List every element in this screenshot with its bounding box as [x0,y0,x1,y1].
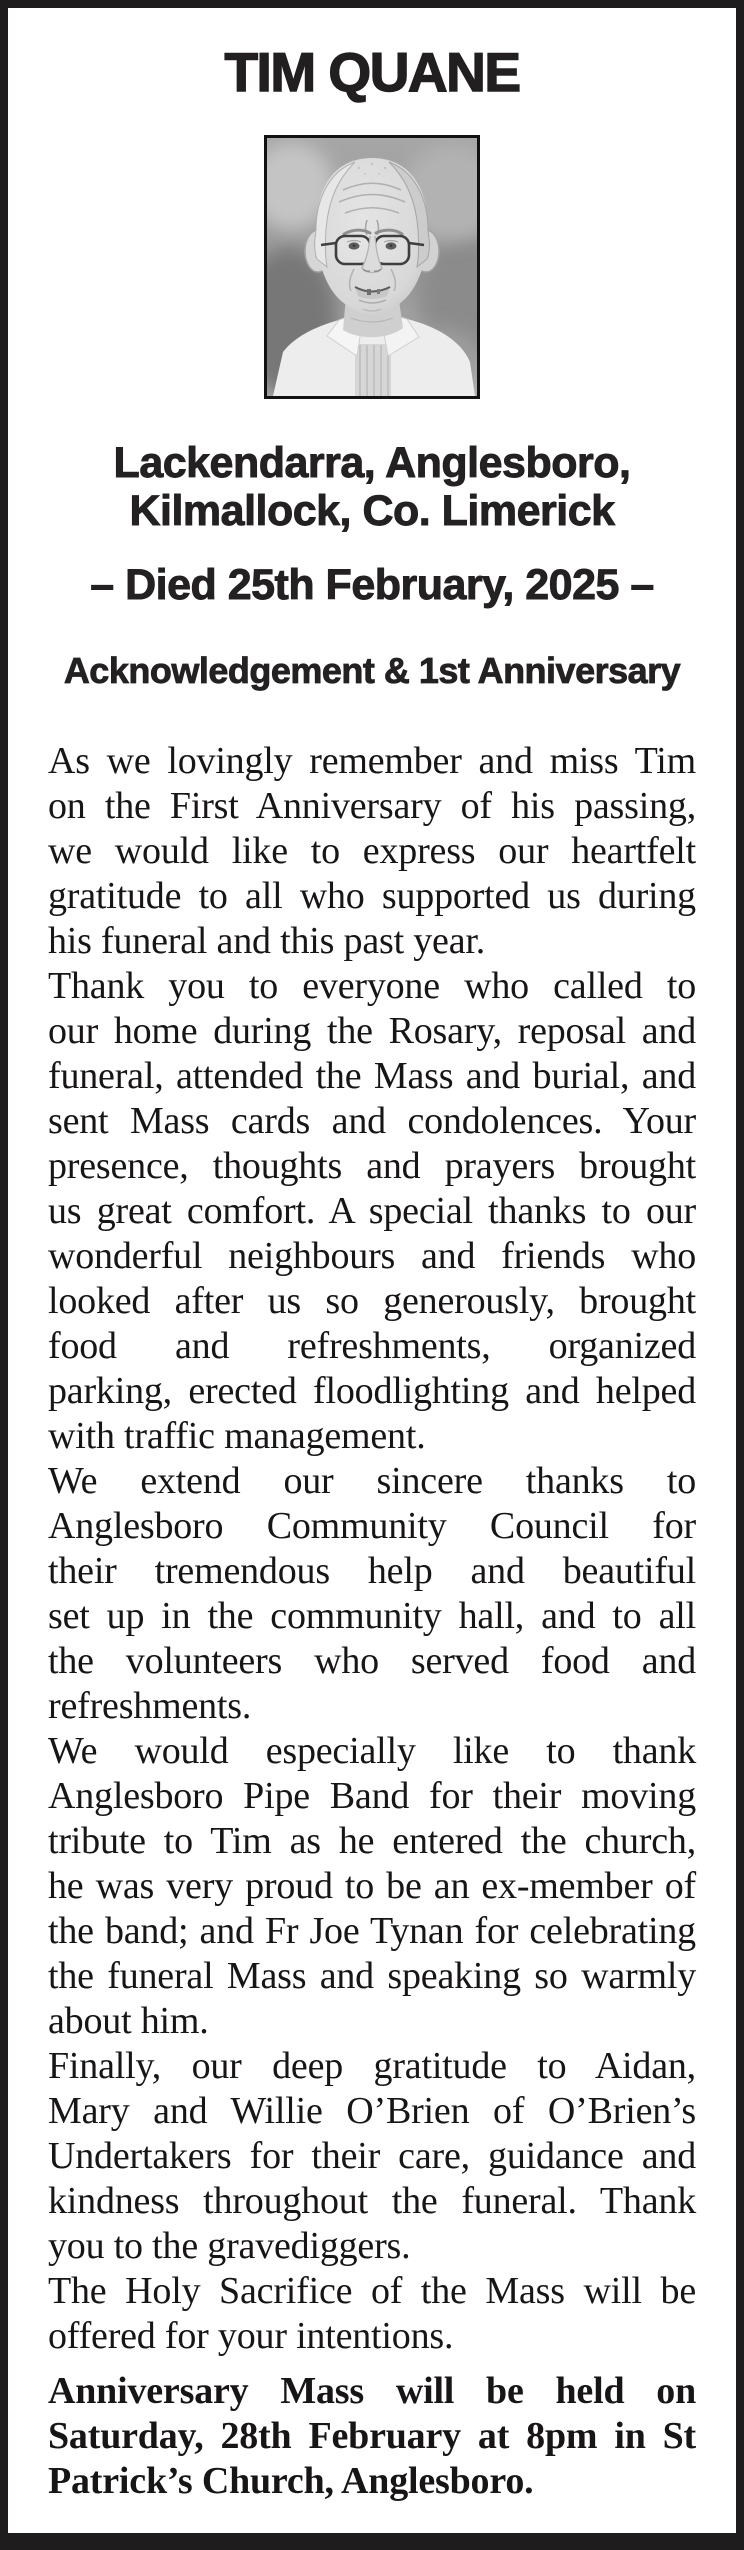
body-line: parking, erected floodlighting and helped [48,1370,696,1412]
portrait-illustration [267,138,477,396]
body-line: we would like to express our heartfelt [48,830,696,872]
body-line: the band; and Fr Joe Tynan for celebrating [48,1910,696,1952]
body-line: on the First Anniversary of his passing, [48,785,696,827]
body-line: Anniversary Mass will be held on [48,2370,696,2412]
body-line: looked after us so generously, brought [48,1280,696,1322]
body-line: about him. [48,2000,209,2042]
section-heading: Acknowledgement & 1st Anniversary [63,650,681,691]
address-line-1: Lackendarra, Anglesboro, [113,439,631,487]
body-line: Anglesboro Pipe Band for their moving [48,1775,696,1817]
address-heading [18,439,726,535]
body-line: Saturday, 28th February at 8pm in St [48,2415,696,2457]
body-line: offered for your intentions. [48,2315,454,2357]
body-line: set up in the community hall, and to all [48,1595,696,1637]
body-line: sent Mass cards and condolences. Your [48,1100,696,1142]
body-line: presence, thoughts and prayers brought [48,1145,696,1187]
body-line: tribute to Tim as he entered the church, [48,1820,696,1862]
body-line: We would especially like to thank [48,1730,696,1772]
body-line: he was very proud to be an ex-member of [48,1865,696,1907]
body-line: with traffic management. [48,1415,426,1457]
body-line: food and refreshments, organized [48,1325,696,1367]
address-line-2: Kilmallock, Co. Limerick [129,487,615,535]
body-line: As we lovingly remember and miss Tim [48,740,696,782]
body-line: the volunteers who served food and [48,1640,696,1682]
body-line: his funeral and this past year. [48,920,486,962]
body-line: funeral, attended the Mass and burial, and [48,1055,696,1097]
body-line: Mary and Willie O’Brien of O’Brien’s [48,2090,696,2132]
deceased-name-title: TIM QUANE [224,41,520,103]
body-line: kindness throughout the funeral. Thank [48,2180,696,2222]
body-line: Finally, our deep gratitude to Aidan, [48,2045,696,2087]
body-line: Anglesboro Community Council for [48,1505,696,1547]
body-line: Thank you to everyone who called to [48,965,696,1007]
body-line: you to the gravediggers. [48,2225,411,2267]
body-line: We extend our sincere thanks to [48,1460,696,1502]
closing-paragraph [48,2369,696,2504]
body-line: gratitude to all who supported us during [48,875,696,917]
body-line: The Holy Sacrifice of the Mass will be [48,2270,696,2312]
body-line: the funeral Mass and speaking so warmly [48,1955,696,1997]
body-line: us great comfort. A special thanks to our [48,1190,696,1232]
body-text [48,739,696,2504]
body-line: our home during the Rosary, reposal and [48,1010,696,1052]
body-line: refreshments. [48,1685,252,1727]
died-date-line: – Died 25th February, 2025 – [90,561,654,609]
portrait-photo [264,135,480,399]
body-line: their tremendous help and beautiful [48,1550,696,1592]
body-line: Patrick’s Church, Anglesboro. [48,2460,534,2502]
acknowledgement-paragraphs [48,739,696,2359]
body-line: wonderful neighbours and friends who [48,1235,696,1277]
body-line: Undertakers for their care, guidance and [48,2135,696,2177]
